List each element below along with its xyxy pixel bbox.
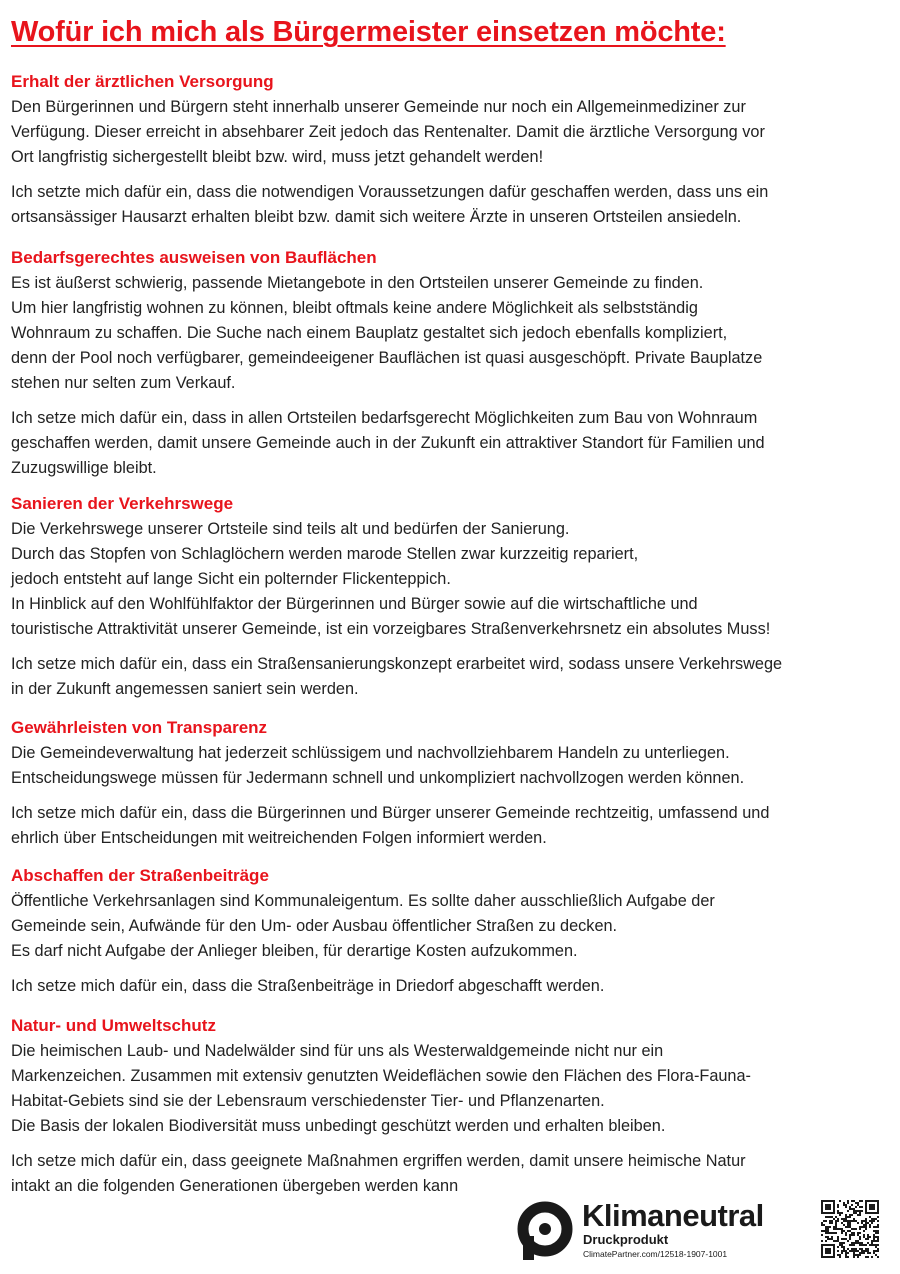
paragraph <box>11 406 886 481</box>
text-line: Die Verkehrswege unserer Ortsteile sind teils alt und bedürfen der Sanierung. <box>11 520 570 538</box>
section-heading: Bedarfsgerechtes ausweisen von Bauflächen <box>11 248 377 267</box>
section <box>11 1014 886 1199</box>
text-line: Es ist äußerst schwierig, passende Mietangebote in den Ortsteilen unserer Gemeinde zu finden. <box>11 274 704 292</box>
text-line: Entscheidungswege müssen für Jedermann schnell und unkompliziert nachvollzogen werden können. <box>11 769 745 787</box>
paragraph <box>11 652 886 702</box>
text-line: jedoch entsteht auf lange Sicht ein polternder Flickenteppich. <box>11 570 451 588</box>
paragraph <box>11 271 886 396</box>
brand-name: Klimaneutral <box>582 1198 764 1233</box>
text-line: Gemeinde sein, Aufwände für den Um- oder Ausbau öffentlicher Straßen zu decken. <box>11 917 618 935</box>
section <box>11 70 886 230</box>
text-line: ehrlich über Entscheidungen mit weitreichenden Folgen informiert werden. <box>11 829 547 847</box>
text-line: Die heimischen Laub- und Nadelwälder sind für uns als Westerwaldgemeinde nicht nur ein <box>11 1042 664 1060</box>
text-line: denn der Pool noch verfügbarer, gemeindeeigener Bauflächen ist quasi ausgeschöpft. Private Bauplatze <box>11 349 763 367</box>
text-line: Öffentliche Verkehrsanlagen sind Kommunaleigentum. Es sollte daher ausschließlich Aufgabe der <box>11 892 715 910</box>
text-line: Die Basis der lokalen Biodiversität muss unbedingt geschützt werden und erhalten bleiben. <box>11 1117 666 1135</box>
paragraph <box>11 180 886 230</box>
brand-subtitle: Druckprodukt <box>583 1232 669 1247</box>
text-line: Habitat-Gebiets sind sie der Lebensraum verschiedenster Tier- und Pflanzenarten. <box>11 1092 605 1110</box>
text-line: Um hier langfristig wohnen zu können, bleibt oftmals keine andere Möglichkeit als selbstständig <box>11 299 698 317</box>
text-line: ortsansässiger Hausarzt erhalten bleibt bzw. damit sich weitere Ärzte in unseren Ortsteilen ansiedeln. <box>11 208 742 226</box>
section-heading: Abschaffen der Straßenbeiträge <box>11 866 269 885</box>
text-line: Zuzugswillige bleibt. <box>11 459 157 477</box>
paragraph <box>11 1039 886 1139</box>
text-line: stehen nur selten zum Verkauf. <box>11 374 236 392</box>
section <box>11 492 886 702</box>
section <box>11 246 886 481</box>
text-line: In Hinblick auf den Wohlfühlfaktor der Bürgerinnen und Bürger sowie auf die wirtschaftliche und <box>11 595 698 613</box>
climate-neutral-badge <box>516 1198 886 1262</box>
text-line: Markenzeichen. Zusammen mit extensiv genutzten Weideflächen sowie den Flächen des Flora-Fauna- <box>11 1067 751 1085</box>
climatepartner-logo-icon <box>516 1200 574 1260</box>
text-line: Durch das Stopfen von Schlaglöchern werden marode Stellen zwar kurzzeitig repariert, <box>11 545 639 563</box>
brand-url: ClimatePartner.com/12518-1907-1001 <box>583 1249 728 1259</box>
qr-code-icon <box>821 1200 879 1258</box>
paragraph <box>11 801 886 851</box>
section-heading: Sanieren der Verkehrswege <box>11 494 234 513</box>
text-line: Wohnraum zu schaffen. Die Suche nach einem Bauplatz gestaltet sich jedoch ebenfalls kompliziert, <box>11 324 728 342</box>
section-heading: Erhalt der ärztlichen Versorgung <box>11 72 274 91</box>
text-line: Den Bürgerinnen und Bürgern steht innerhalb unserer Gemeinde nur noch ein Allgemeinmediziner zur <box>11 98 746 116</box>
paragraph <box>11 1149 886 1199</box>
text-line: Ich setze mich dafür ein, dass die Bürgerinnen und Bürger unserer Gemeinde rechtzeitig, umfassend und <box>11 804 770 822</box>
section-heading: Gewährleisten von Transparenz <box>11 718 268 737</box>
section-heading: Natur- und Umweltschutz <box>11 1016 216 1035</box>
text-line: Ich setzte mich dafür ein, dass die notwendigen Voraussetzungen dafür geschaffen werden, dass uns ein <box>11 183 769 201</box>
text-line: intakt an die folgenden Generationen übergeben werden kann <box>11 1177 459 1195</box>
section <box>11 864 886 999</box>
text-line: Verfügung. Dieser erreicht in absehbarer Zeit jedoch das Rentenalter. Damit die ärztliche Versorgung vor <box>11 123 765 141</box>
text-line: Es darf nicht Aufgabe der Anlieger bleiben, für derartige Kosten aufzukommen. <box>11 942 578 960</box>
text-line: in der Zukunft angemessen saniert sein werden. <box>11 680 359 698</box>
page-title: Wofür ich mich als Bürgermeister einsetzen möchte: <box>11 16 726 48</box>
text-line: touristische Attraktivität unserer Gemeinde, ist ein vorzeigbares Straßenverkehrsnetz ein absolutes Muss! <box>11 620 771 638</box>
text-line: Ich setze mich dafür ein, dass ein Straßensanierungskonzept erarbeitet wird, sodass unsere Verkehrswege <box>11 655 783 673</box>
section <box>11 716 886 851</box>
paragraph <box>11 974 886 999</box>
text-line: Die Gemeindeverwaltung hat jederzeit schlüssigem und nachvollziehbarem Handeln zu unterliegen. <box>11 744 730 762</box>
paragraph <box>11 889 886 964</box>
text-line: Ort langfristig sichergestellt bleibt bzw. wird, muss jetzt gehandelt werden! <box>11 148 544 166</box>
paragraph <box>11 517 886 642</box>
paragraph <box>11 95 886 170</box>
text-line: Ich setze mich dafür ein, dass die Straßenbeiträge in Driedorf abgeschafft werden. <box>11 977 605 995</box>
text-line: Ich setze mich dafür ein, dass geeignete Maßnahmen ergriffen werden, damit unsere heimische Natur <box>11 1152 746 1170</box>
paragraph <box>11 741 886 791</box>
text-line: geschaffen werden, damit unsere Gemeinde auch in der Zukunft ein attraktiver Standort für Familien und <box>11 434 765 452</box>
text-line: Ich setze mich dafür ein, dass in allen Ortsteilen bedarfsgerecht Möglichkeiten zum Bau von Wohnraum <box>11 409 758 427</box>
